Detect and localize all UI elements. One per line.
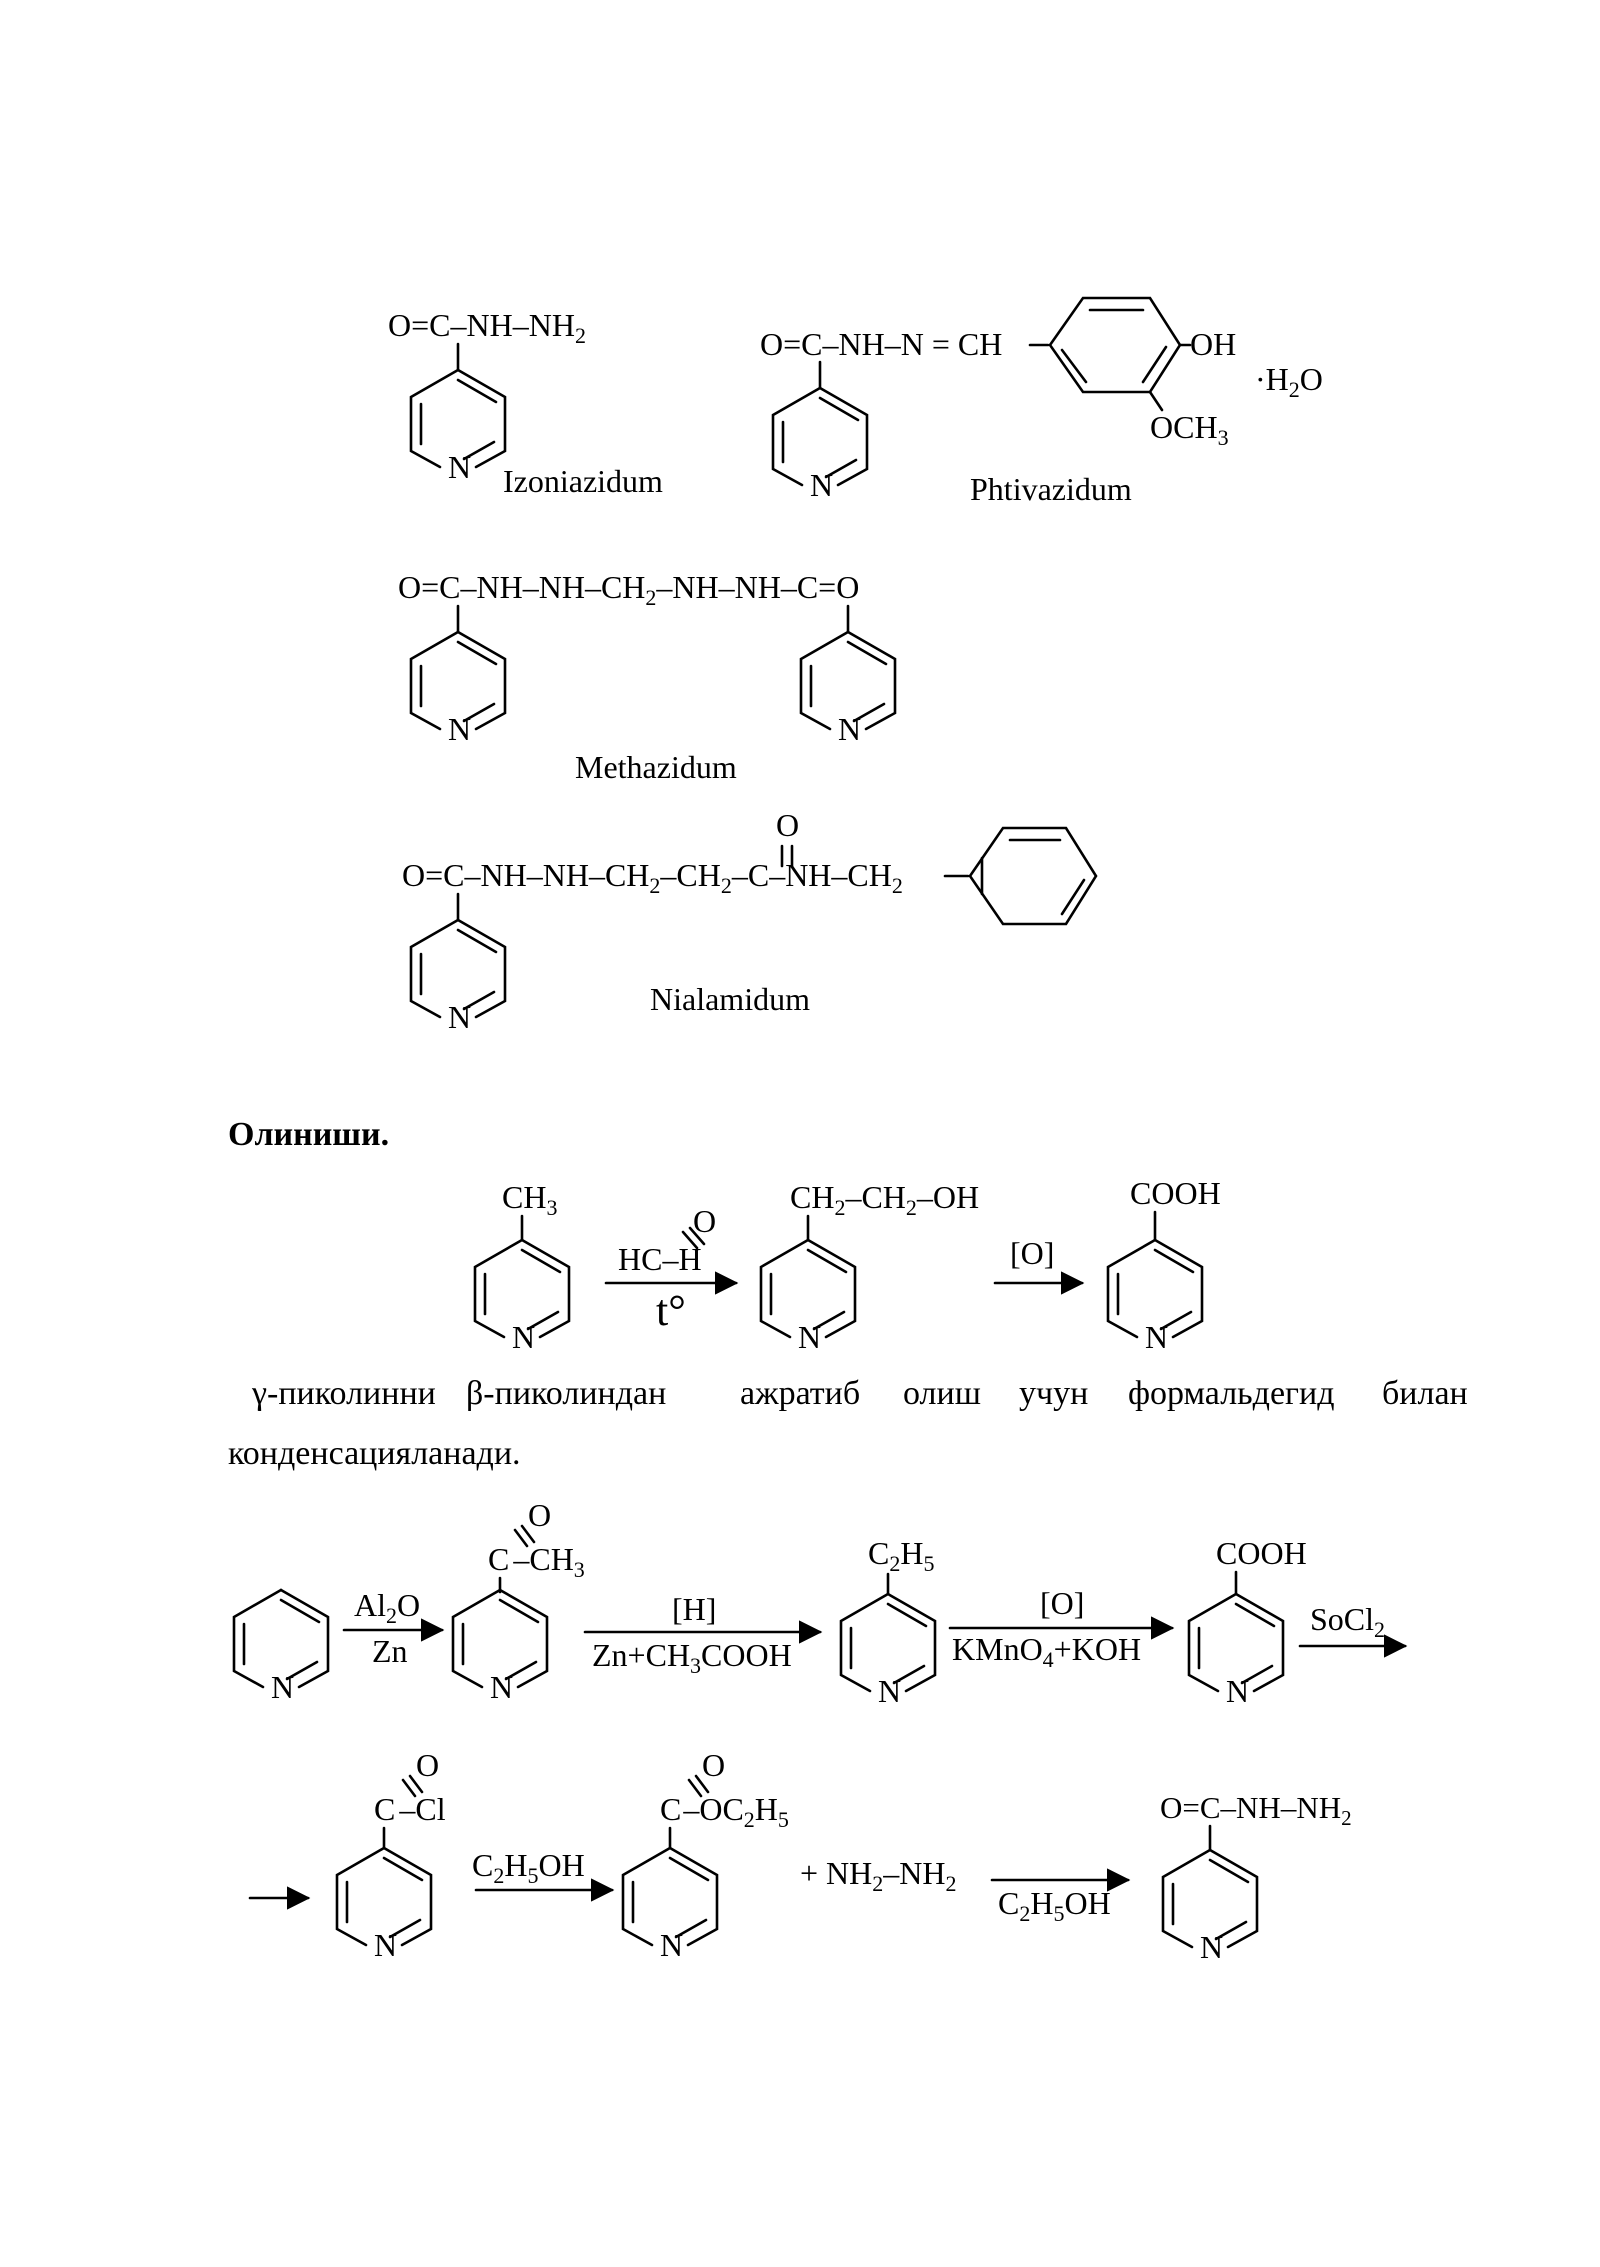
benzene-ring — [970, 828, 1096, 924]
r3-step5-h: H — [504, 1847, 528, 1883]
r1-reagent-top: HC–H — [618, 1241, 702, 1277]
benzene-ring — [1050, 298, 1180, 392]
svg-text:CH2–CH2–OH — [790, 1179, 979, 1220]
pyridine-n: N — [271, 1669, 295, 1705]
svg-text:C2H5OH — [998, 1885, 1111, 1926]
nialamidum-sub2: 2 — [720, 873, 732, 898]
r2-ethyl-c: C — [868, 1535, 890, 1571]
r3-plus: + NH — [800, 1855, 873, 1891]
svg-text:SoCl2 — [1310, 1601, 1385, 1642]
r2-step4-sub: 2 — [1374, 1617, 1386, 1642]
pyridine-n: N — [878, 1673, 902, 1709]
pyridine-n: N — [490, 1669, 514, 1705]
r2-step1-sub: 2 — [386, 1603, 397, 1628]
r3-ester-oc: –OC — [683, 1791, 744, 1827]
r3-step5-sub2: 5 — [527, 1863, 539, 1888]
methazidum-formula-b: –NH–NH–C=O — [656, 569, 860, 605]
r3-ester-sub2: 5 — [777, 1807, 789, 1832]
svg-text:O=C–NH–NH2 — [388, 307, 586, 348]
r2-step1-top-end: O — [397, 1587, 421, 1623]
phtivazidum-hydrate-end: O — [1299, 361, 1323, 397]
r3-plus-sub2: 2 — [945, 1871, 957, 1896]
nialamidum-sub3: 2 — [891, 873, 903, 898]
pyridine-n: N — [838, 711, 862, 747]
methazidum-structure — [398, 569, 895, 785]
r1-reagent-bottom: t° — [656, 1286, 686, 1335]
r3-acyl-cl: –Cl — [399, 1791, 446, 1827]
r1-product-b: COOH — [1130, 1175, 1221, 1211]
nialamidum-sub1: 2 — [649, 873, 661, 898]
r2-acetyl-c: C — [488, 1541, 510, 1577]
r2-step2-bottom-end: COOH — [701, 1637, 792, 1673]
r1-reagent-o: O — [693, 1203, 717, 1239]
nialamidum-formula-b: –CH — [660, 857, 721, 893]
phtivazidum-hydrate: ·H — [1255, 361, 1289, 397]
svg-text:C–CH3 — [488, 1541, 585, 1582]
section-heading: Олиниши. — [228, 1116, 390, 1153]
r2-step3-bottom: KMnO — [952, 1631, 1043, 1667]
r2-acetyl-sub: 3 — [573, 1557, 585, 1582]
nialamidum-formula-a: O=C–NH–NH–CH — [402, 857, 650, 893]
pyridine-n: N — [660, 1927, 684, 1963]
r2-acetyl-o: O — [528, 1497, 552, 1533]
izoniazidum-sub: 2 — [574, 323, 586, 348]
izoniazidum-structure — [388, 307, 663, 499]
r3-step6-h: H — [1030, 1885, 1054, 1921]
paragraph-line-2: конденсацияланади. — [228, 1435, 521, 1472]
r2-step2-bottom: Zn+CH — [592, 1637, 691, 1673]
pyridine-n: N — [448, 999, 472, 1035]
r3-acyl-o: O — [416, 1747, 440, 1783]
r2-step3-sub: 4 — [1042, 1647, 1054, 1672]
phtivazidum-oh: OH — [1190, 326, 1237, 362]
nialamidum-name: Nialamidum — [650, 981, 810, 1017]
r3-ester-sub1: 2 — [743, 1807, 755, 1832]
svg-text:C–OC2H5 — [660, 1791, 789, 1832]
r2-ethyl-sub2: 5 — [923, 1551, 935, 1576]
svg-text:CH3 — [502, 1179, 557, 1220]
methazidum-name: Methazidum — [575, 749, 737, 785]
r2-acetyl-ch3: –CH — [513, 1541, 574, 1577]
nialamidum-structure — [402, 807, 1096, 1035]
r2-step1-bottom: Zn — [372, 1633, 408, 1669]
r1-oxidant: [O] — [1010, 1235, 1055, 1271]
pyridine-n: N — [1226, 1673, 1250, 1709]
svg-text:Zn+CH3COOH — [592, 1637, 792, 1678]
reaction-3 — [250, 1747, 1352, 1965]
r1-ch3: CH — [502, 1179, 547, 1215]
r2-ethyl-sub1: 2 — [889, 1551, 901, 1576]
phtivazidum-hydrate-sub: 2 — [1288, 377, 1300, 402]
r3-step5-sub1: 2 — [493, 1863, 505, 1888]
svg-text:OCH3 — [1150, 409, 1229, 450]
r2-ethyl-h: H — [900, 1535, 924, 1571]
r3-step6-sub1: 2 — [1019, 1901, 1031, 1926]
r2-step3-bottom-end: +KOH — [1053, 1631, 1142, 1667]
pyridine-n: N — [810, 467, 834, 503]
izoniazidum-name: Izoniazidum — [503, 463, 663, 499]
pyridine-n: N — [1145, 1319, 1169, 1355]
nialamidum-formula-c: –C–NH–CH — [731, 857, 892, 893]
r3-product: O=C–NH–NH — [1160, 1790, 1342, 1825]
r3-plus-mid: –NH — [883, 1855, 946, 1891]
phtivazidum-och3-sub: 3 — [1217, 425, 1229, 450]
r3-step6-sub2: 5 — [1053, 1901, 1065, 1926]
svg-text:+ NH2–NH2 — [800, 1855, 956, 1896]
r1-product-sub2: 2 — [905, 1195, 917, 1220]
r3-acyl-c: C — [374, 1791, 396, 1827]
r1-ch3-sub: 3 — [546, 1195, 558, 1220]
r3-ester-c: C — [660, 1791, 682, 1827]
svg-text:·H2O — [1255, 361, 1323, 402]
phtivazidum-name: Phtivazidum — [970, 471, 1132, 507]
pyridine-n: N — [798, 1319, 822, 1355]
r3-step6-c: C — [998, 1885, 1020, 1921]
methazidum-formula-a: O=C–NH–NH–CH — [398, 569, 646, 605]
r2-step2-sub: 3 — [690, 1653, 702, 1678]
r1-product-a: CH — [790, 1179, 835, 1215]
r2-step3-top: [O] — [1040, 1585, 1085, 1621]
svg-text:O=C–NH–NH–CH2–NH–NH–C=O — [398, 569, 859, 610]
izoniazidum-formula: O=C–NH–NH — [388, 307, 575, 343]
phtivazidum-structure — [760, 298, 1323, 507]
pyridine-n: N — [448, 711, 472, 747]
r3-product-sub: 2 — [1341, 1806, 1352, 1830]
nialamidum-carbonyl-o: O — [776, 807, 800, 843]
r1-product-a-end: –OH — [916, 1179, 980, 1215]
reaction-2 — [234, 1497, 1405, 1709]
methazidum-sub: 2 — [645, 585, 657, 610]
pyridine-n: N — [374, 1927, 398, 1963]
r1-product-a-mid: –CH — [845, 1179, 906, 1215]
r2-step1-top: Al — [354, 1587, 386, 1623]
r2-step4-top: SoCl — [1310, 1601, 1375, 1637]
phtivazidum-och3: OCH — [1150, 409, 1218, 445]
r3-ester-o: O — [702, 1747, 726, 1783]
svg-text:C–Cl — [374, 1791, 446, 1827]
r2-step2-top: [H] — [672, 1591, 717, 1627]
paragraph-line-1: γ-пиколинни β-пиколиндан ажратиб олиш учун формальдегид билан — [252, 1375, 1468, 1412]
r3-ester-h: H — [754, 1791, 778, 1827]
r3-plus-sub1: 2 — [872, 1871, 884, 1896]
r3-step6-end: OH — [1064, 1885, 1111, 1921]
r3-step5-end: OH — [538, 1847, 585, 1883]
svg-text:C2H5OH — [472, 1847, 585, 1888]
svg-text:O=C–NH–NH2 — [1160, 1790, 1352, 1830]
paragraph — [228, 1375, 1468, 1472]
svg-text:O=C–NH–NH–CH2–CH2–C–NH–CH2 — [402, 857, 903, 898]
phtivazidum-formula: O=C–NH–N = CH — [760, 326, 1003, 362]
r3-step5-c: C — [472, 1847, 494, 1883]
pyridine-n: N — [448, 449, 472, 485]
svg-text:KMnO4+KOH — [952, 1631, 1141, 1672]
r1-product-sub1: 2 — [834, 1195, 846, 1220]
pyridine-n: N — [1200, 1929, 1224, 1965]
pyridine-n: N — [512, 1319, 536, 1355]
svg-text:Al2O — [354, 1587, 420, 1628]
r2-cooh: COOH — [1216, 1535, 1307, 1571]
svg-text:C2H5 — [868, 1535, 934, 1576]
reaction-1 — [475, 1175, 1221, 1355]
